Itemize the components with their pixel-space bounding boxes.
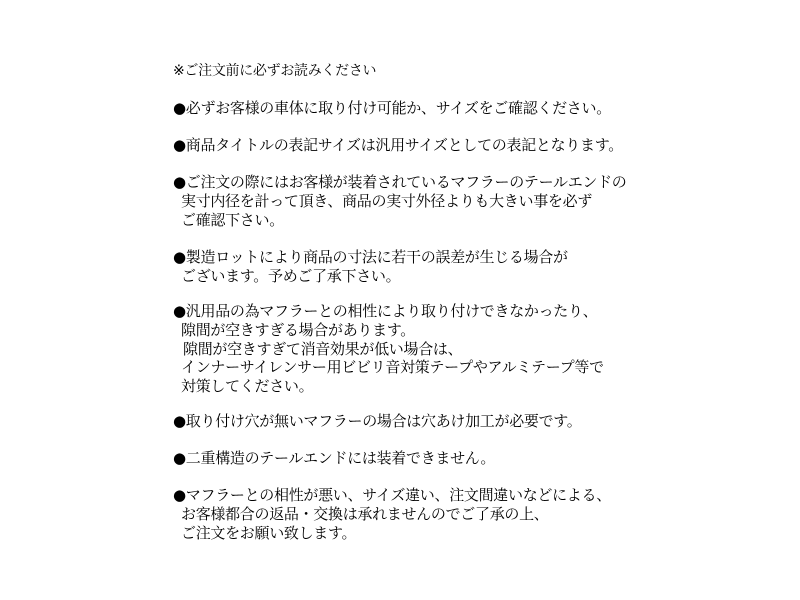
notice-item-5-line-2: 隙間が空きすぎる場合があります。 [181,321,416,339]
notice-item-5-line-4: インナーサイレンサー用ビビリ音対策テープやアルミテープ等で [181,358,604,376]
notice-item-6-line-1: ●取り付け穴が無いマフラーの場合は穴あけ加工が必要です。 [173,412,582,430]
notice-item-5-line-1: ●汎用品の為マフラーとの相性により取り付けできなかったり、 [173,302,598,320]
notice-item-5-line-3: 隙間が空きすぎて消音効果が低い場合は、 [183,340,463,358]
notice-item-4-line-1: ●製造ロットにより商品の寸法に若干の誤差が生じる場合が [173,248,568,266]
notice-item-2-line-1: ●商品タイトルの表記サイズは汎用サイズとしての表記となります。 [173,136,623,154]
notice-header: ※ご注文前に必ずお読みください [173,63,377,79]
notice-item-7-line-1: ●二重構造のテールエンドには装着できません。 [173,449,496,467]
notice-item-1-line-1: ●必ずお客様の車体に取り付け可能か、サイズをご確認ください。 [173,99,611,117]
notice-item-3-line-2: 実寸内径を計って頂き、商品の実寸外径よりも大きい事を必ず [181,192,593,210]
notice-item-8-line-2: お客様都合の返品・交換は承れませんのでご了承の上、 [181,505,549,523]
notice-item-5-line-5: 対策してください。 [181,377,314,395]
notice-item-3-line-1: ●ご注文の際にはお客様が装着されているマフラーのテールエンドの [173,173,627,191]
notice-item-8-line-3: ご注文をお願い致します。 [181,524,357,542]
notice-item-8-line-1: ●マフラーとの相性が悪い、サイズ違い、注文間違いなどによる、 [173,486,611,504]
notice-item-4-line-2: ございます。予めご了承下さい。 [181,267,401,285]
notice-item-3-line-3: ご確認下さい。 [181,211,284,229]
